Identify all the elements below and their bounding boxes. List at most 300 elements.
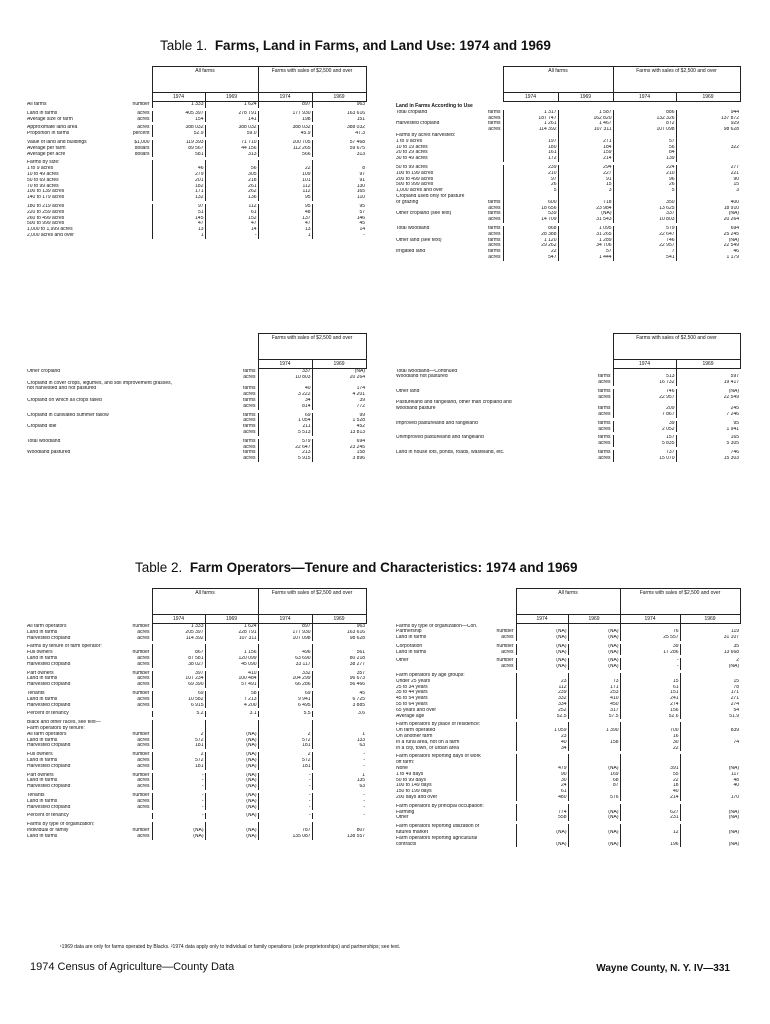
row-value: 174: [312, 386, 366, 392]
row-label: Part owners: [27, 670, 54, 676]
row-unit: acres: [488, 205, 501, 211]
row-value: 746: [613, 238, 676, 244]
row-value: 51.9: [680, 714, 740, 720]
row-value: 73: [568, 679, 620, 685]
row-value: (NA): [680, 830, 740, 836]
col-all-farms: All farms: [503, 67, 613, 93]
row-value: 98 628: [312, 636, 366, 642]
row-value: 7: [613, 249, 676, 255]
row-unit: acres: [488, 115, 501, 121]
row-value: (NA): [568, 635, 620, 641]
row-value: 572: [152, 738, 205, 744]
row-unit: acres: [137, 784, 150, 790]
row-label: Irrigated land: [396, 249, 426, 255]
row-value: 110: [312, 195, 366, 201]
row-unit: farms: [488, 211, 501, 217]
row-unit: number: [132, 650, 150, 656]
row-value: 388 032: [258, 125, 312, 131]
row-unit: acres: [137, 682, 150, 688]
row-value: 22: [620, 746, 680, 752]
row-value: 5: [613, 188, 676, 194]
row-label: Farm operators reporting agricultural: [396, 835, 478, 841]
row-value: (NA): [516, 830, 568, 836]
table-row: [26, 834, 366, 840]
row-label: Cropland idle: [27, 424, 57, 430]
row-value: 97: [312, 172, 366, 178]
row-value: 746: [613, 389, 676, 395]
row-value: 5.5: [258, 711, 312, 717]
row-value: 391: [620, 766, 680, 772]
row-value: 20 264: [312, 375, 366, 381]
row-value: 56: [205, 166, 258, 172]
row-label: Cropland on which all crops failed: [27, 397, 102, 403]
row-label: Other: [396, 815, 409, 821]
row-value: 18 910: [676, 206, 740, 212]
row-value: 40: [620, 789, 680, 795]
table1-upper-right: [395, 66, 741, 261]
row-value: 112: [205, 204, 258, 210]
row-value: (NA): [676, 211, 740, 217]
row-value: 197: [503, 139, 558, 145]
row-value: 132 326: [613, 116, 676, 122]
row-value: 221: [676, 171, 740, 177]
row-value: 107 234: [152, 676, 205, 682]
row-label: Harvested cropland: [27, 682, 71, 688]
row-label: [395, 456, 587, 462]
row-value: 57.5: [568, 714, 620, 720]
row-label: Cropland in cultivated summer fallow: [27, 412, 109, 418]
row-value: 23 984: [558, 206, 613, 212]
row-value: 10 803: [613, 217, 676, 223]
row-value: 13: [258, 227, 312, 233]
row-unit: farms: [243, 368, 256, 374]
row-label: Farms by tenure of farm operator:: [27, 644, 102, 650]
row-value: 7 867: [613, 412, 676, 418]
row-value: 158: [312, 450, 366, 456]
row-value: 22 549: [676, 243, 740, 249]
col-sales: Farms with sales of $2,500 and over: [258, 589, 366, 615]
row-value: 171: [680, 690, 740, 696]
row-value: 163 616: [312, 111, 366, 117]
row-value: 181: [152, 743, 205, 749]
row-value: 19 417: [676, 380, 740, 386]
row-value: 3 222: [258, 392, 312, 398]
row-label: Tenants: [27, 792, 45, 798]
row-value: 201: [152, 178, 205, 184]
row-value: 16 732: [613, 380, 676, 386]
row-unit: farms: [598, 406, 611, 412]
row-unit: acres: [598, 441, 611, 447]
row-value: 26: [503, 182, 558, 188]
row-value: (NA): [568, 650, 620, 656]
row-value: (NA): [568, 629, 620, 635]
row-unit: acres: [137, 696, 150, 702]
row-unit: acres: [488, 217, 501, 223]
col-sales: Farms with sales of $2,500 and over: [258, 67, 366, 93]
row-value: 133: [312, 738, 366, 744]
row-label: Average age: [396, 713, 425, 719]
row-value: 38 027: [152, 662, 205, 668]
row-value: 25 245: [676, 232, 740, 238]
row-label: Other cropland: [27, 368, 61, 374]
row-label: Farm operators by principal occupation:: [396, 803, 484, 809]
row-value: (NA): [680, 664, 740, 670]
row-label: Land in house lots, ponds, roads, wasteland, etc.: [396, 450, 505, 456]
row-unit: acres: [137, 661, 150, 667]
row-label: None: [396, 766, 408, 772]
row-unit: acres: [137, 635, 150, 641]
row-unit: acres: [137, 757, 150, 763]
row-value: 15: [620, 679, 680, 685]
row-label: 50 to 99 acres: [396, 164, 428, 170]
row-value: 600: [503, 200, 558, 206]
table1-lower-left: [26, 333, 367, 462]
row-label: 25 to 34 years: [396, 684, 428, 690]
row-value: (NA): [152, 834, 205, 840]
row-value: 1 941: [676, 427, 740, 433]
row-value: 1 390: [568, 728, 620, 734]
year-header: 1969: [558, 93, 613, 102]
year-header: 1969: [205, 615, 258, 624]
row-value: 4 201: [312, 392, 366, 398]
row-value: 198: [258, 117, 312, 123]
row-value: 177 930: [258, 111, 312, 117]
row-value: 305: [205, 172, 258, 178]
row-value: 252: [516, 708, 568, 714]
row-value: 627: [620, 810, 680, 816]
row-value: 91: [558, 177, 613, 183]
row-value: 156: [620, 708, 680, 714]
year-header: 1974: [152, 615, 205, 624]
row-unit: acres: [243, 418, 256, 424]
row-value: 1 261: [503, 121, 558, 127]
table1-title: [160, 38, 551, 53]
row-value: (NA): [680, 842, 740, 848]
row-value: 107 311: [558, 127, 613, 133]
row-unit: number: [132, 670, 150, 676]
row-unit: percent: [132, 131, 150, 137]
row-value: 6 915: [152, 703, 205, 709]
row-value: 23 245: [312, 445, 366, 451]
row-value: 572: [258, 738, 312, 744]
row-value: -: [152, 799, 205, 805]
row-unit: acres: [598, 394, 611, 400]
row-value: 39: [312, 398, 366, 404]
row-unit: acres: [137, 804, 150, 810]
row-value: 25 557: [620, 635, 680, 641]
row-label: 35 to 44 years: [396, 690, 428, 696]
row-value: 52.9: [152, 131, 205, 137]
row-value: 271: [680, 696, 740, 702]
row-value: 145: [152, 216, 205, 222]
row-value: (NA): [568, 766, 620, 772]
year-header: 1974: [152, 93, 205, 102]
row-value: 397: [152, 671, 205, 677]
row-value: 774: [516, 810, 568, 816]
row-value: 87: [568, 783, 620, 789]
row-value: 182: [152, 184, 205, 190]
row-unit: acres: [137, 763, 150, 769]
year-header: 1969: [312, 615, 366, 624]
row-unit: acres: [137, 798, 150, 804]
row-label: Land in farms: [396, 649, 427, 655]
row-value: 107 098: [613, 127, 676, 133]
row-value: (NA): [205, 764, 258, 770]
row-value: 181: [152, 764, 205, 770]
row-value: -: [205, 233, 258, 239]
row-value: 165: [676, 435, 740, 441]
row-value: 868: [503, 226, 558, 232]
row-value: 317: [568, 708, 620, 714]
row-value: 224: [613, 165, 676, 171]
year-header: 1969: [680, 615, 740, 624]
row-value: 87 581: [152, 656, 205, 662]
row-value: 3: [676, 188, 740, 194]
row-value: 388 032: [205, 125, 258, 131]
row-unit: acres: [137, 125, 150, 131]
row-value: 15: [558, 182, 613, 188]
row-label: All farm operators: [27, 623, 67, 629]
row-unit: number: [132, 827, 150, 833]
row-value: (NA): [205, 828, 258, 834]
row-unit: number: [496, 629, 514, 635]
row-value: (NA): [205, 813, 258, 819]
row-label: Approximate land area: [27, 125, 78, 131]
row-value: 107 311: [205, 636, 258, 642]
row-unit: acres: [488, 243, 501, 249]
row-label: Unimproved pastureland and rangeland: [396, 435, 484, 441]
year-header: 1974: [258, 360, 312, 369]
row-value: 23: [516, 679, 568, 685]
row-value: (NA): [205, 773, 258, 779]
row-value: 10 803: [258, 375, 312, 381]
row-value: (NA): [568, 842, 620, 848]
row-value: 12: [620, 830, 680, 836]
row-label: Average per farm: [27, 145, 66, 151]
row-value: 169: [568, 772, 620, 778]
row-label: woodland pasture: [396, 406, 436, 412]
row-unit: acres: [243, 429, 256, 435]
col-all-farms: All farms: [516, 589, 620, 615]
row-label: Partnership: [396, 629, 422, 635]
row-label: Corporation: [396, 643, 423, 649]
row-value: (NA): [568, 830, 620, 836]
row-value: 7 246: [676, 412, 740, 418]
row-value: 15: [680, 679, 740, 685]
row-unit: acres: [137, 743, 150, 749]
row-label: 500 to 999 acres: [27, 221, 65, 227]
row-value: 151: [312, 117, 366, 123]
row-label: Land in farms: [27, 676, 58, 682]
row-value: -: [258, 799, 312, 805]
row-value: 14: [312, 227, 366, 233]
row-value: 737: [613, 450, 676, 456]
row-unit: acres: [501, 664, 514, 670]
table-row: [26, 233, 366, 239]
row-value: 119 393: [152, 140, 205, 146]
row-unit: acres: [488, 127, 501, 133]
row-value: 34: [516, 746, 568, 752]
row-value: -: [312, 233, 366, 239]
row-value: 45: [312, 691, 366, 697]
row-value: 22: [503, 249, 558, 255]
row-value: 52.5: [516, 714, 568, 720]
row-value: 13 668: [680, 650, 740, 656]
row-value: 69 390: [152, 682, 205, 688]
row-value: 1 095: [558, 226, 613, 232]
row-unit: farms: [488, 199, 501, 205]
table-row: [395, 456, 740, 462]
row-value: 245: [676, 406, 740, 412]
row-value: 1 120: [503, 238, 558, 244]
row-value: 165: [312, 189, 366, 195]
row-unit: number: [132, 752, 150, 758]
row-value: 69: [258, 691, 312, 697]
row-value: 1 317: [503, 110, 558, 116]
row-unit: number: [132, 101, 150, 107]
table-row: [395, 255, 740, 261]
row-label: 70 to 99 acres: [27, 183, 59, 189]
row-value: 47: [258, 221, 312, 227]
row-value: -: [258, 805, 312, 811]
row-value: 61: [620, 685, 680, 691]
row-value: 47: [205, 221, 258, 227]
row-value: 45 090: [205, 662, 258, 668]
row-unit: acres: [243, 456, 256, 462]
row-value: 1 587: [558, 110, 613, 116]
row-value: -: [312, 813, 366, 819]
row-label: Woodland not pastured: [396, 374, 448, 380]
row-label: Under 25 years: [396, 678, 431, 684]
row-unit: $1,000: [134, 139, 150, 145]
row-value: 746: [676, 450, 740, 456]
row-label: 100 to 149 days: [396, 783, 432, 789]
row-value: 136: [205, 195, 258, 201]
row-value: 120 099: [205, 656, 258, 662]
row-value: 572: [258, 758, 312, 764]
row-value: 22 957: [613, 243, 676, 249]
row-value: 171: [568, 685, 620, 691]
row-label: 1 to 9 acres: [396, 138, 423, 144]
row-value: 210: [503, 171, 558, 177]
footer-publication: 1974 Census of Agriculture—County Data: [30, 961, 235, 973]
row-value: 54: [680, 708, 740, 714]
row-unit: farms: [488, 225, 501, 231]
row-value: 278 791: [205, 111, 258, 117]
table1-title-text: Farms, Land in Farms, and Land Use: 1974 and 1969: [214, 38, 551, 53]
row-label: Harvested cropland: [27, 702, 71, 708]
row-value: 274: [620, 702, 680, 708]
row-value: 13 813: [312, 430, 366, 436]
row-value: 2 052: [613, 427, 676, 433]
row-value: 112: [258, 189, 312, 195]
row-value: -: [152, 805, 205, 811]
row-label: 140 to 179 acres: [27, 195, 65, 201]
row-value: (NA): [152, 828, 205, 834]
row-unit: acres: [501, 635, 514, 641]
row-value: (NA): [312, 369, 366, 375]
row-label: Harvested cropland: [27, 743, 71, 749]
row-value: 597: [676, 374, 740, 380]
row-value: 1: [152, 233, 205, 239]
row-value: 1: [312, 732, 366, 738]
row-value: (NA): [205, 793, 258, 799]
row-value: 1: [312, 773, 366, 779]
row-value: 157: [613, 435, 676, 441]
row-value: 3.6: [312, 711, 366, 717]
row-value: -: [312, 793, 366, 799]
row-label: 150 to 199 days: [396, 789, 432, 795]
row-value: 63: [312, 743, 366, 749]
row-unit: farms: [598, 388, 611, 394]
row-value: 388 032: [152, 125, 205, 131]
row-value: 1 179: [676, 255, 740, 261]
row-value: (NA): [680, 766, 740, 772]
row-value: 1 333: [152, 624, 205, 630]
row-label: Land in farms: [27, 798, 58, 804]
row-value: 2: [258, 752, 312, 758]
row-value: 807: [312, 828, 366, 834]
row-value: 132: [152, 195, 205, 201]
row-value: (NA): [205, 738, 258, 744]
row-unit: number: [132, 731, 150, 737]
row-value: 541: [613, 255, 676, 261]
row-value: 95: [676, 421, 740, 427]
row-value: (NA): [516, 658, 568, 664]
footer-page: Wayne County, N. Y. IV—331: [596, 963, 730, 974]
row-unit: acres: [598, 380, 611, 386]
footnote: ¹1969 data are only for farms operated by Blacks. ²1974 data apply only to individual or family operations (sole proprietorships) and partnerships; see text.: [60, 944, 401, 950]
row-value: 2: [152, 732, 205, 738]
row-label: or grazing: [396, 199, 419, 205]
row-value: 47: [152, 221, 205, 227]
row-label: Black and other races, see text—: [27, 720, 101, 726]
row-label: Harvested cropland: [27, 661, 71, 667]
row-unit: farms: [598, 420, 611, 426]
row-label: 50 to 99 days: [396, 777, 427, 783]
row-unit: farms: [598, 450, 611, 456]
row-value: 137: [258, 216, 312, 222]
row-value: 496: [258, 650, 312, 656]
row-label: 180 to 219 acres: [27, 203, 65, 209]
row-value: 1: [258, 233, 312, 239]
row-value: 184: [558, 145, 613, 151]
row-label: Other land: [396, 388, 420, 394]
row-label: Part owners: [27, 772, 54, 778]
row-label: Woodland pastured: [27, 450, 71, 456]
row-label: In a city, town, or urban area: [396, 745, 459, 751]
year-header: 1974: [613, 93, 676, 102]
row-unit: acres: [598, 412, 611, 418]
row-value: -: [312, 799, 366, 805]
row-value: -: [258, 813, 312, 819]
row-value: 334: [516, 702, 568, 708]
row-value: 271: [558, 139, 613, 145]
row-label: Tenants: [27, 690, 45, 696]
row-label: 100 to 139 acres: [27, 189, 65, 195]
row-value: 5 513: [258, 430, 312, 436]
row-value: 152: [205, 216, 258, 222]
row-value: (NA): [680, 815, 740, 821]
row-label: off farm:: [396, 760, 415, 766]
row-value: 814: [258, 404, 312, 410]
row-value: (NA): [205, 784, 258, 790]
year-header: 1969: [205, 93, 258, 102]
row-unit: farms: [598, 374, 611, 380]
row-value: 135: [312, 778, 366, 784]
table1-upper-left: [26, 66, 367, 239]
row-value: (NA): [205, 743, 258, 749]
